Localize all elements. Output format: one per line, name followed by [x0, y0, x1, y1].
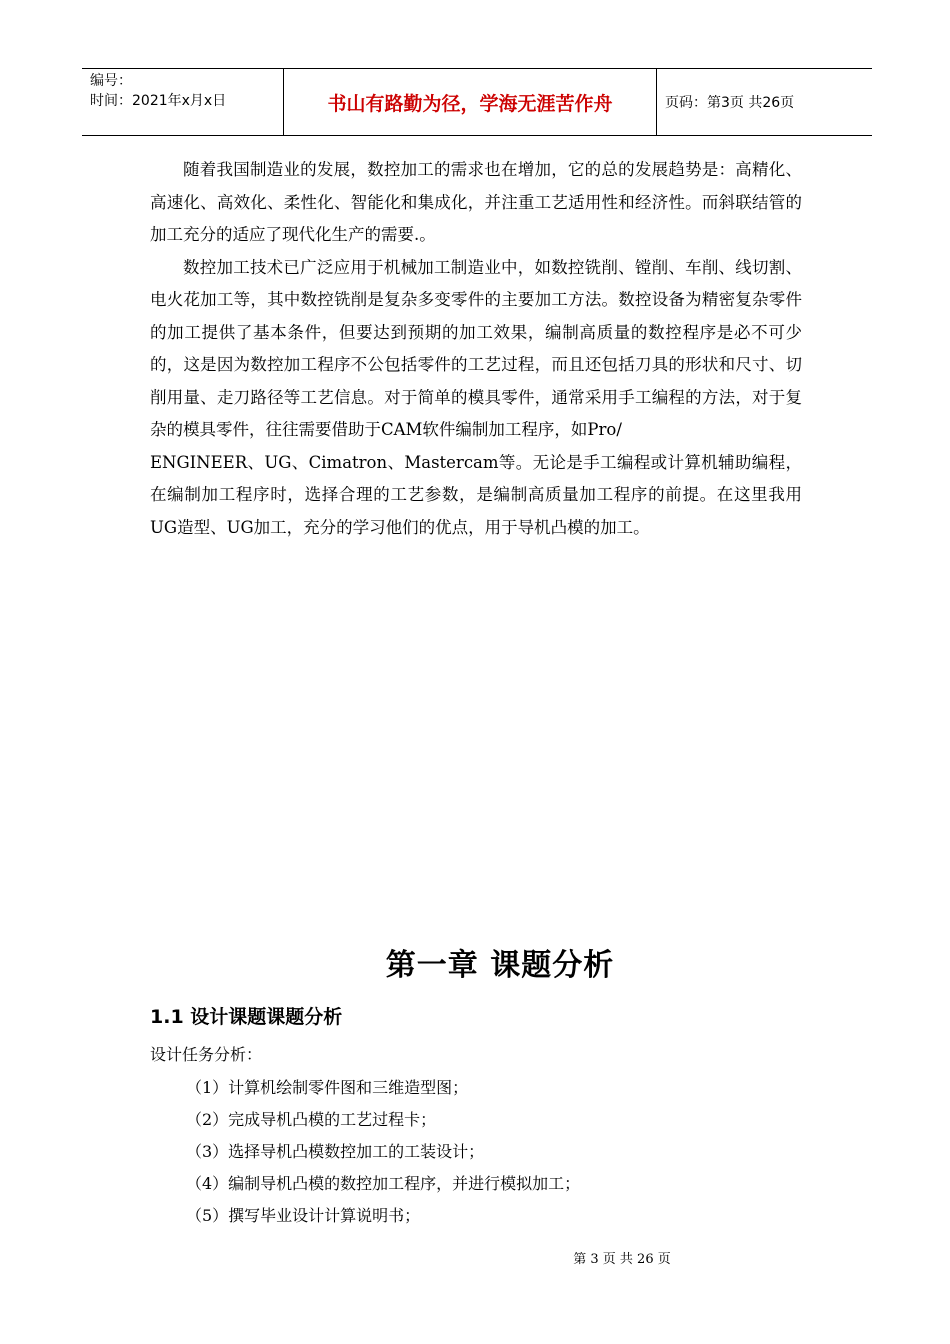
paragraph-2: 数控加工技术已广泛应用于机械加工制造业中，如数控铣削、镗削、车削、线切割、电火花加工等，其中数控铣削是复杂多变零件的主要加工方法。数控设备为精密复杂零件的加工提供了基本条件，但要达到预期的加工效果，编制高质量的数控程序是必不可少的，这是因为数控加工程序不公包括零件的工艺过程，而且还包括刀具的形状和尺寸、切削用量、走刀路径等工艺信息。对于简单的模具零件，通常采用手工编程的方法，对于复杂的模具零件，往往需要借助于CAM软件编制加工程序，如Pro/ [150, 257, 802, 439]
paragraph-3: ENGINEER、UG、Cimatron、Mastercam等。无论是手工编程或计算机辅助编程，在编制加工程序时，选择合理的工艺参数，是编制高质量加工程序的前提。在这里我用UG造型、UG加工，充分的学习他们的优点，用于导机凸模的加工。 [150, 452, 802, 537]
header-motto: 书山有路勤为径，学海无涯苦作舟 [284, 69, 657, 135]
page-header [82, 68, 872, 136]
chapter-title: 第一章 课题分析 [385, 948, 615, 983]
section-title: 1.1 设计课题课题分析 [150, 1006, 343, 1028]
page-footer: 第 3 页 共 26 页 [573, 1252, 671, 1267]
list-item: （3）选择导机凸模数控加工的工装设计； [186, 1142, 485, 1161]
list-item: （2）完成导机凸模的工艺过程卡； [186, 1110, 437, 1129]
task-label: 设计任务分析： [150, 1045, 263, 1064]
paragraph-1: 随着我国制造业的发展，数控加工的需求也在增加，它的总的发展趋势是：高精化、高速化、高效化、柔性化、智能化和集成化，并注重工艺适用性和经济性。而斜联结管的加工充分的适应了现代化生产的需要.。 [150, 160, 802, 244]
header-page-number: 页码：第3页 共26页 [665, 95, 795, 111]
serial-number-label: 编号： [90, 73, 132, 89]
body-text [150, 154, 802, 544]
list-item: （4）编制导机凸模的数控加工程序，并进行模拟加工； [186, 1174, 581, 1193]
date-label: 时间：2021年x月x日 [90, 93, 227, 109]
list-item: （5）撰写毕业设计计算说明书； [186, 1206, 421, 1225]
list-item: （1）计算机绘制零件图和三维造型图； [186, 1078, 469, 1097]
header-meta [82, 69, 284, 135]
task-list [186, 1072, 580, 1232]
